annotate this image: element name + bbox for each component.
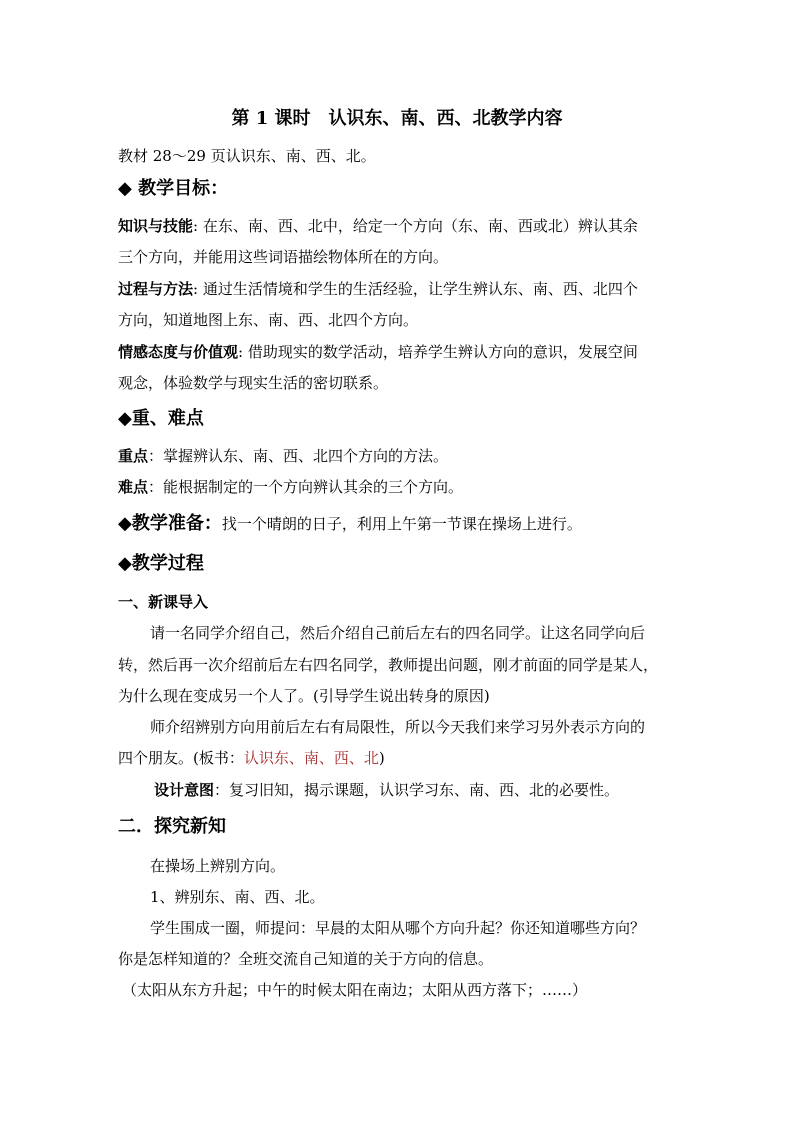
section1-p2-2	[118, 748, 385, 768]
hard-text: ：能根据制定的一个方向辨认其余的三个方向。	[148, 478, 464, 496]
key-points-heading: ◆重、难点	[118, 408, 204, 429]
goals-heading: ◆ 教学目标：	[118, 178, 229, 199]
emotion-line-1	[118, 342, 638, 362]
key-text: ：掌握辨认东、南、西、北四个方向的方法。	[148, 447, 449, 465]
intro-text: 教材 28～29 页认识东、南、西、北。	[118, 147, 376, 165]
board-writing: 认识东、南、西、北	[243, 749, 379, 767]
emotion-text-2: 观念，体验数学与现实生活的密切联系。	[118, 374, 389, 392]
section1-p1-2: 转，然后再一次介绍前后左右四名同学，教师提出问题，刚才前面的同学是某人，	[118, 656, 659, 674]
section1-heading: 一、新课导入	[118, 593, 209, 611]
section1-p1-1: 请一名同学介绍自己，然后介绍自己前后左右的四名同学。让这名同学向后	[150, 624, 646, 642]
board-suffix: )	[378, 749, 385, 767]
section2-p3-1: 学生围成一圈，师提问：早晨的太阳从哪个方向升起？你还知道哪些方向？	[150, 919, 646, 937]
section1-p2-1: 师介绍辨别方向用前后左右有局限性，所以今天我们来学习另外表示方向的	[150, 718, 646, 736]
knowledge-line-1	[118, 216, 638, 236]
section2-p2: 1、辨别东、南、西、北。	[150, 888, 325, 906]
section2-p4: （太阳从东方升起；中午的时候太阳在南边；太阳从西方落下；……）	[122, 981, 588, 999]
preparation-heading: ◆教学准备：	[118, 513, 222, 534]
design-text: ：复习旧知，揭示课题，认识学习东、南、西、北的必要性。	[214, 781, 620, 799]
process-text-1: : 通过生活情境和学生的生活经验，让学生辨认东、南、西、北四个	[193, 280, 638, 298]
hard-point-line	[118, 477, 463, 497]
knowledge-label: 知识与技能	[118, 217, 194, 235]
emotion-text-1: : 借助现实的数学活动，培养学生辨认方向的意识，发展空间	[238, 343, 638, 361]
section1-p1-3: 为什么现在变成另一个人了。(引导学生说出转身的原因)	[118, 687, 490, 705]
process-heading: ◆教学过程	[118, 553, 204, 574]
process-text-2: 方向，知道地图上东、南、西、北四个方向。	[118, 311, 419, 329]
section2-heading: 二．探究新知	[118, 816, 226, 837]
process-line-1	[118, 279, 638, 299]
knowledge-text-1: : 在东、南、西、北中，给定一个方向（东、南、西或北）辨认其余	[193, 217, 638, 235]
key-label: 重点	[118, 447, 149, 465]
preparation-line	[118, 511, 582, 537]
process-label: 过程与方法	[118, 280, 194, 298]
emotion-label: 情感态度与价值观	[118, 343, 239, 361]
section2-p1: 在操场上辨别方向。	[150, 857, 286, 875]
key-point-line	[118, 446, 448, 466]
design-label: 设计意图	[154, 781, 215, 799]
preparation-text: 找一个晴朗的日子，利用上午第一节课在操场上进行。	[221, 515, 582, 533]
page-title: 第 1 课时 认识东、南、西、北教学内容	[231, 108, 563, 129]
hard-label: 难点	[118, 478, 149, 496]
section2-p3-2: 你是怎样知道的？全班交流自己知道的关于方向的信息。	[118, 950, 494, 968]
design-intent-line	[154, 780, 619, 800]
board-prefix: 四个朋友。(板书：	[118, 749, 244, 767]
knowledge-text-2: 三个方向，并能用这些词语描绘物体所在的方向。	[118, 248, 449, 266]
